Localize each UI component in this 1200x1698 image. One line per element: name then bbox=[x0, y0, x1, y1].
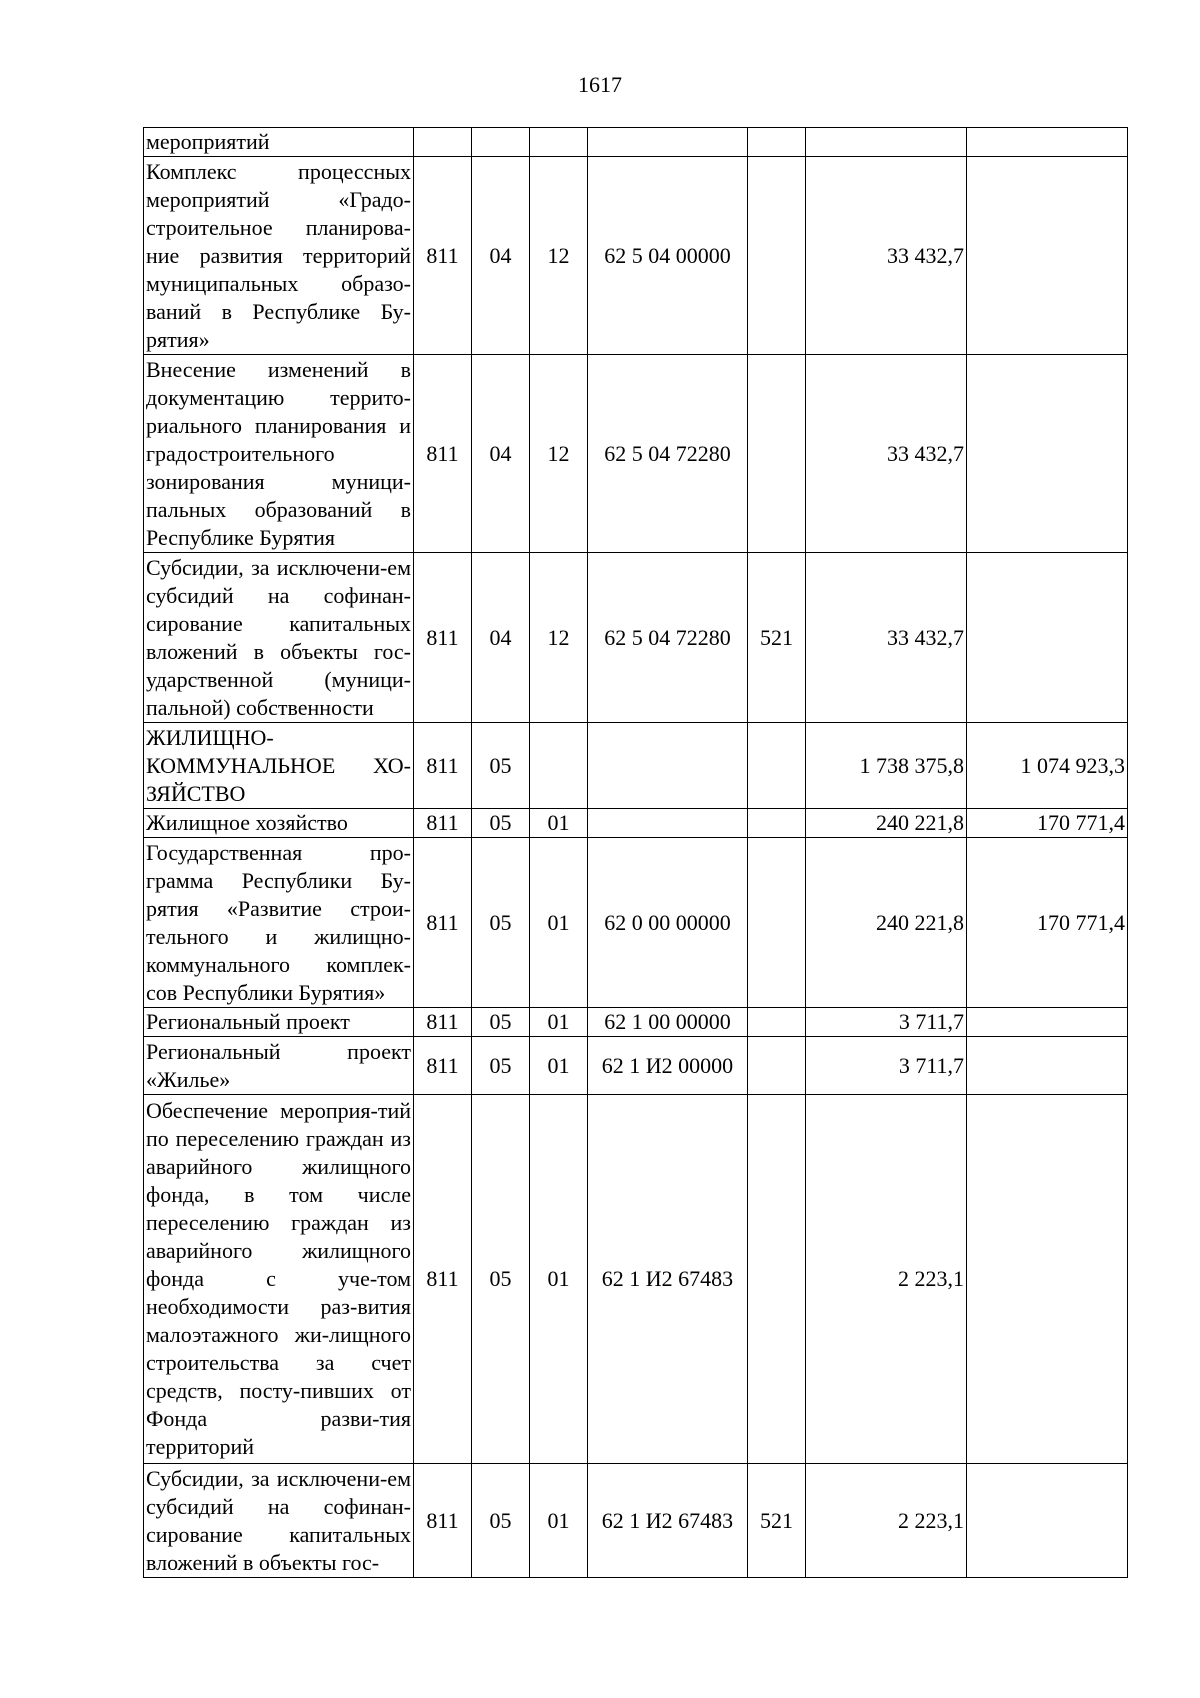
expense-type-cell bbox=[748, 1008, 806, 1037]
subsection-cell: 01 bbox=[530, 1095, 588, 1464]
grbs-cell: 811 bbox=[414, 355, 472, 553]
amount-2-cell bbox=[967, 1008, 1128, 1037]
section-cell: 04 bbox=[472, 157, 530, 355]
amount-1-cell: 3 711,7 bbox=[806, 1037, 967, 1095]
amount-2-cell bbox=[967, 1037, 1128, 1095]
target-article-cell: 62 1 00 00000 bbox=[588, 1008, 748, 1037]
amount-2-cell: 170 771,4 bbox=[967, 838, 1128, 1008]
expense-type-cell: 521 bbox=[748, 553, 806, 723]
table-row bbox=[144, 1008, 1128, 1037]
target-article-cell: 62 5 04 00000 bbox=[588, 157, 748, 355]
section-cell bbox=[472, 128, 530, 157]
item-name-cell: мероприятий bbox=[144, 128, 414, 157]
target-article-cell: 62 0 00 00000 bbox=[588, 838, 748, 1008]
target-article-cell bbox=[588, 128, 748, 157]
item-name-cell: Жилищное хозяйство bbox=[144, 809, 414, 838]
grbs-cell: 811 bbox=[414, 1095, 472, 1464]
amount-2-cell bbox=[967, 553, 1128, 723]
amount-1-cell: 2 223,1 bbox=[806, 1464, 967, 1578]
target-article-cell: 62 1 И2 67483 bbox=[588, 1095, 748, 1464]
budget-table bbox=[143, 127, 1128, 1578]
grbs-cell: 811 bbox=[414, 157, 472, 355]
amount-1-cell bbox=[806, 128, 967, 157]
table-row bbox=[144, 128, 1128, 157]
page-number: 1617 bbox=[578, 72, 622, 97]
expense-type-cell bbox=[748, 1095, 806, 1464]
target-article-cell: 62 1 И2 67483 bbox=[588, 1464, 748, 1578]
table-row bbox=[144, 553, 1128, 723]
table-row bbox=[144, 1464, 1128, 1578]
target-article-cell bbox=[588, 809, 748, 838]
section-cell: 05 bbox=[472, 838, 530, 1008]
target-article-cell bbox=[588, 723, 748, 809]
amount-2-cell: 1 074 923,3 bbox=[967, 723, 1128, 809]
grbs-cell: 811 bbox=[414, 838, 472, 1008]
subsection-cell: 01 bbox=[530, 809, 588, 838]
section-cell: 05 bbox=[472, 1095, 530, 1464]
table-row bbox=[144, 1037, 1128, 1095]
amount-2-cell bbox=[967, 128, 1128, 157]
amount-2-cell bbox=[967, 157, 1128, 355]
subsection-cell: 01 bbox=[530, 1464, 588, 1578]
subsection-cell: 12 bbox=[530, 553, 588, 723]
expense-type-cell bbox=[748, 723, 806, 809]
grbs-cell: 811 bbox=[414, 1008, 472, 1037]
amount-1-cell: 3 711,7 bbox=[806, 1008, 967, 1037]
target-article-cell: 62 1 И2 00000 bbox=[588, 1037, 748, 1095]
amount-2-cell: 170 771,4 bbox=[967, 809, 1128, 838]
subsection-cell bbox=[530, 723, 588, 809]
grbs-cell bbox=[414, 128, 472, 157]
item-name-cell: Субсидии, за исключени-ем субсидий на софинан-сирование капитальных вложений в объекты гос-ударственной (муници-пальной) собственности bbox=[144, 553, 414, 723]
target-article-cell: 62 5 04 72280 bbox=[588, 553, 748, 723]
expense-type-cell bbox=[748, 838, 806, 1008]
item-name-cell: Государственная про-грамма Республики Бу-рятия «Развитие строи-тельного и жилищно-коммунального комплек-сов Республики Бурятия» bbox=[144, 838, 414, 1008]
amount-1-cell: 240 221,8 bbox=[806, 838, 967, 1008]
grbs-cell: 811 bbox=[414, 1037, 472, 1095]
section-cell: 04 bbox=[472, 355, 530, 553]
section-cell: 05 bbox=[472, 1464, 530, 1578]
expense-type-cell bbox=[748, 128, 806, 157]
table-row bbox=[144, 355, 1128, 553]
subsection-cell: 01 bbox=[530, 1037, 588, 1095]
item-name-cell: Обеспечение мероприя-тий по переселению граждан из аварийного жилищного фонда, в том числе переселению граждан из аварийного жилищного фонда с уче-том необходимости раз-вития малоэтажного жи-лищного строительства за счет средств, посту-пивших от Фонда разви-тия территорий bbox=[144, 1095, 414, 1464]
grbs-cell: 811 bbox=[414, 1464, 472, 1578]
table-row bbox=[144, 157, 1128, 355]
subsection-cell bbox=[530, 128, 588, 157]
subsection-cell: 01 bbox=[530, 838, 588, 1008]
expense-type-cell: 521 bbox=[748, 1464, 806, 1578]
amount-1-cell: 1 738 375,8 bbox=[806, 723, 967, 809]
item-name-cell: ЖИЛИЩНО-КОММУНАЛЬНОЕ ХО-ЗЯЙСТВО bbox=[144, 723, 414, 809]
expense-type-cell bbox=[748, 355, 806, 553]
table-row bbox=[144, 838, 1128, 1008]
grbs-cell: 811 bbox=[414, 723, 472, 809]
expense-type-cell bbox=[748, 1037, 806, 1095]
item-name-cell: Субсидии, за исключени-ем субсидий на софинан-сирование капитальных вложений в объекты гос- bbox=[144, 1464, 414, 1578]
table-body bbox=[144, 128, 1128, 1578]
section-cell: 04 bbox=[472, 553, 530, 723]
subsection-cell: 01 bbox=[530, 1008, 588, 1037]
subsection-cell: 12 bbox=[530, 355, 588, 553]
amount-1-cell: 33 432,7 bbox=[806, 553, 967, 723]
table-row bbox=[144, 1095, 1128, 1464]
table-row bbox=[144, 809, 1128, 838]
amount-1-cell: 240 221,8 bbox=[806, 809, 967, 838]
section-cell: 05 bbox=[472, 1037, 530, 1095]
expense-type-cell bbox=[748, 157, 806, 355]
amount-2-cell bbox=[967, 355, 1128, 553]
target-article-cell: 62 5 04 72280 bbox=[588, 355, 748, 553]
amount-1-cell: 2 223,1 bbox=[806, 1095, 967, 1464]
subsection-cell: 12 bbox=[530, 157, 588, 355]
grbs-cell: 811 bbox=[414, 809, 472, 838]
item-name-cell: Региональный проект «Жилье» bbox=[144, 1037, 414, 1095]
section-cell: 05 bbox=[472, 1008, 530, 1037]
section-cell: 05 bbox=[472, 723, 530, 809]
grbs-cell: 811 bbox=[414, 553, 472, 723]
amount-1-cell: 33 432,7 bbox=[806, 355, 967, 553]
amount-2-cell bbox=[967, 1095, 1128, 1464]
expense-type-cell bbox=[748, 809, 806, 838]
item-name-cell: Комплекс процессных мероприятий «Градо-строительное планирова-ние развития территорий муниципальных образо-ваний в Республике Бу-рятия» bbox=[144, 157, 414, 355]
table-row bbox=[144, 723, 1128, 809]
section-cell: 05 bbox=[472, 809, 530, 838]
amount-1-cell: 33 432,7 bbox=[806, 157, 967, 355]
amount-2-cell bbox=[967, 1464, 1128, 1578]
item-name-cell: Региональный проект bbox=[144, 1008, 414, 1037]
item-name-cell: Внесение изменений в документацию террито-риального планирования и градостроительного зонирования муници-пальных образований в Республике Бурятия bbox=[144, 355, 414, 553]
